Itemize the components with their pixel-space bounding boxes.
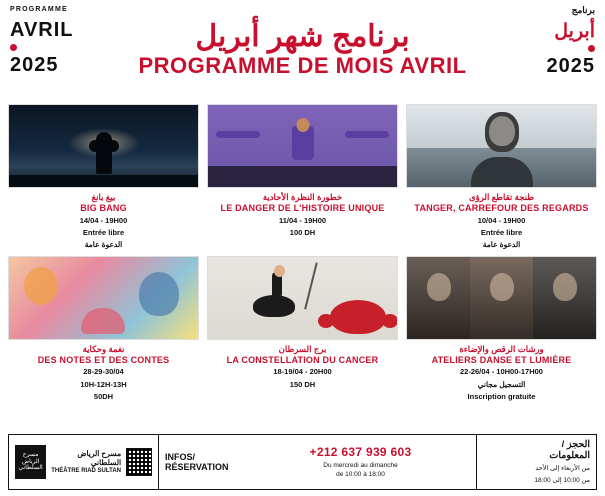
event-caption (207, 188, 398, 238)
event-title-fr: ATELIERS DANSE ET LUMIÈRE (431, 355, 572, 366)
header-kicker-fr: PROGRAMME (10, 6, 68, 13)
event-card[interactable] (8, 104, 199, 250)
event-title-ar: طنجة تقاطع الرؤى (468, 192, 535, 202)
venue-name-fr: THÉÂTRE RIAD SULTAN (51, 467, 121, 474)
pole-decoration (304, 262, 317, 309)
event-price-ar: الدعوة عامة (482, 239, 521, 249)
event-title-fr: DES NOTES ET DES CONTES (37, 355, 170, 366)
event-card[interactable] (406, 104, 597, 250)
illustration-shape-3 (81, 308, 125, 334)
event-extra-times: 10H-12H-13H (80, 379, 127, 389)
reservation-label-ar-line2: المعلومات (549, 450, 590, 462)
event-caption (406, 188, 597, 250)
header-right-block (503, 6, 595, 77)
silhouette-figure (96, 132, 112, 174)
event-title-ar: برج السرطان (278, 343, 327, 354)
event-title-ar: نغمة وحكاية (82, 343, 125, 354)
event-datetime: 28-29-30/04 (83, 367, 124, 377)
event-image-big-bang (8, 104, 199, 188)
event-datetime: 11/04 - 19H00 (278, 215, 327, 225)
illustration-shape-1 (24, 267, 58, 305)
theatre-logo-icon: مسرح الرياض السلطاني (15, 445, 46, 479)
qr-code-icon[interactable] (126, 448, 152, 476)
event-card[interactable] (8, 256, 199, 402)
event-title-fr: TANGER, CARREFOUR DES REGARDS (414, 203, 589, 214)
header-year-left: 2025 (10, 54, 59, 77)
header-month-fr: AVRIL (10, 19, 74, 42)
portrait-1-decoration (407, 257, 470, 339)
page-title-fr: PROGRAMME DE MOIS AVRIL (138, 53, 467, 78)
header-year-right: 2025 (546, 55, 595, 78)
event-price-fr: 150 DH (289, 379, 316, 389)
arm-right-decoration (345, 131, 389, 138)
event-datetime: 18-19/04 - 20H00 (273, 367, 332, 377)
event-title-ar: ورشات الرقص والإضاءة (459, 343, 544, 354)
hours-line2-ar: من 10:00 إلى 18:00 (534, 476, 590, 484)
event-price-ar: الدعوة عامة (84, 239, 123, 249)
poster-header (0, 0, 605, 92)
infos-label-line2: RÉSERVATION (165, 462, 229, 472)
event-title-fr: LE DANGER DE L'HISTOIRE UNIQUE (220, 203, 385, 214)
contact-details (251, 445, 470, 480)
event-image-constellation-cancer (207, 256, 398, 340)
head-decoration (296, 118, 309, 132)
portrait-face-decoration (489, 116, 515, 146)
arm-left-decoration (216, 131, 260, 138)
event-caption (8, 188, 199, 250)
venue-name-block (51, 449, 121, 475)
event-caption (8, 340, 199, 402)
event-price-fr: 50DH (93, 391, 114, 401)
contact-block (159, 435, 476, 489)
event-price-fr: Inscription gratuite (467, 391, 536, 401)
portrait-3-decoration (533, 257, 596, 339)
dancer-skirt-decoration (253, 295, 295, 317)
header-dot-right-icon (588, 45, 595, 52)
illustration-shape-2 (139, 272, 179, 316)
dancer-head-decoration (274, 265, 285, 277)
venue-logo-block (9, 435, 159, 489)
event-title-fr: BIG BANG (80, 203, 127, 214)
event-image-histoire-unique (207, 104, 398, 188)
event-title-fr: LA CONSTELLATION DU CANCER (226, 355, 379, 366)
hours-line1-ar: من الأربعاء إلى الأحد (535, 464, 590, 472)
header-kicker-ar: برنامج (571, 5, 595, 15)
opening-hours-fr (251, 462, 470, 480)
floor-decoration (208, 166, 397, 187)
header-title-block (102, 6, 503, 78)
header-left-block (10, 6, 102, 76)
event-title-ar: خطورة النظرة الأحادية (262, 192, 343, 202)
header-month-ar: أبريل (554, 21, 595, 43)
reservation-block-ar (476, 435, 596, 489)
hours-line1-fr: Du mercredi au dimanche (323, 461, 398, 469)
event-price-fr: Entrée libre (82, 227, 125, 237)
portrait-2-decoration (470, 257, 533, 339)
event-datetime: 14/04 - 19H00 (79, 215, 128, 225)
event-datetime: 22-26/04 - 10H00-17H00 (460, 367, 543, 377)
ground-decoration (9, 175, 198, 187)
poster-footer (8, 434, 597, 490)
hours-line2-fr: de 10:00 à 18:00 (336, 470, 385, 478)
event-price-fr: 100 DH (289, 227, 316, 237)
phone-number[interactable]: +212 637 939 603 (309, 444, 412, 459)
page-title-ar: برنامج شهر أبريل (195, 20, 410, 53)
reservation-label-ar-line1: الحجز / (561, 439, 590, 450)
event-price-ar: التسجيل مجاني (477, 379, 526, 389)
infos-label (165, 452, 243, 473)
crab-decoration (330, 300, 386, 334)
event-image-ateliers-danse-lumiere (406, 256, 597, 340)
event-image-notes-contes (8, 256, 199, 340)
venue-name-ar: مسرح الرياض السلطاني (77, 448, 122, 468)
event-caption (406, 340, 597, 402)
infos-label-line1: INFOS/ (165, 451, 196, 462)
event-price-fr: Entrée libre (480, 227, 523, 237)
event-image-tanger (406, 104, 597, 188)
event-caption (207, 340, 398, 390)
events-grid (0, 92, 605, 402)
header-dot-left-icon (10, 44, 17, 51)
event-title-ar: بيغ بانغ (91, 192, 116, 202)
event-card[interactable] (406, 256, 597, 402)
event-card[interactable] (207, 256, 398, 402)
event-card[interactable] (207, 104, 398, 250)
event-datetime: 10/04 - 19H00 (477, 215, 526, 225)
